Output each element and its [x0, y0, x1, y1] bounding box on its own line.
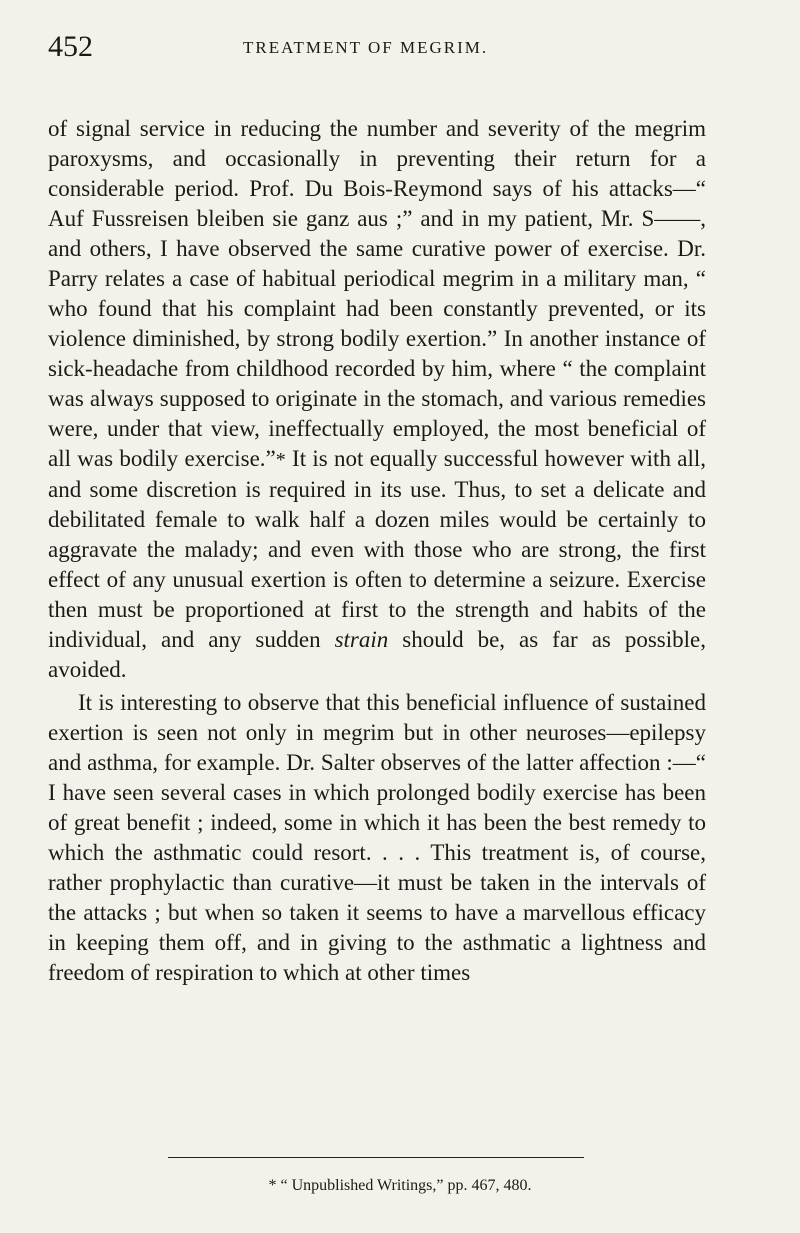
paragraph-text: should be, as far as possible, avoided.	[48, 627, 706, 682]
emphasis-text: strain	[334, 627, 389, 652]
paragraph-text: of signal service in reducing the number and severity of the megrim paroxysms, and occasionally in preventing their return for a considerable period. Prof. Du Bois-Reymond says of his attacks—“ Auf Fussreisen bleiben sie ganz aus ;” and in my patient, Mr. S——, and others, I have observed the same curative power of exercise. Dr. Parry relates a case of habitual periodical megrim in a military man, “ who found that his complaint had been constantly prevented, or its violence diminished, by strong bodily exertion.” In another instance of sick-headache from childhood recorded by him, where “ the complaint was always supposed to originate in the stomach, and various remedies were, under that view, ineffectually employed, the most beneficial of all was bodily exercise.”	[48, 116, 706, 471]
paragraph-text: It is not equally successful however with all, and some discretion is required in its use. Thus, to set a delicate and debilitated female to walk half a dozen miles would be certainly to aggravate the malady; and even with those who are strong, the first effect of any unusual exertion is often to determine a seizure. Exercise then must be proportioned at first to the strength and habits of the individual, and any sudden	[48, 446, 706, 652]
page-number: 452	[48, 30, 93, 63]
body-text	[48, 114, 706, 988]
paragraph: It is interesting to observe that this beneficial influence of sustained exertion is seen not only in megrim but in other neuroses—epilepsy and asthma, for example. Dr. Salter observes of the latter affection :—“ I have seen several cases in which prolonged bodily exercise has been of great benefit ; indeed, some in which it has been the best remedy to which the asthmatic could resort. . . . This treatment is, of course, rather prophylactic than curative—it must be taken in the intervals of the attacks ; but when so taken it seems to have a marvellous efficacy in keeping them off, and in giving to the asthmatic a lightness and freedom of respiration to which at other times	[48, 690, 706, 985]
footnote-divider	[168, 1157, 584, 1158]
running-head	[48, 30, 706, 70]
footnote: * “ Unpublished Writings,” pp. 467, 480.	[268, 1177, 532, 1194]
footnote-marker: *	[275, 449, 286, 471]
chapter-title: TREATMENT OF MEGRIM.	[243, 38, 489, 57]
paragraph	[48, 114, 706, 685]
